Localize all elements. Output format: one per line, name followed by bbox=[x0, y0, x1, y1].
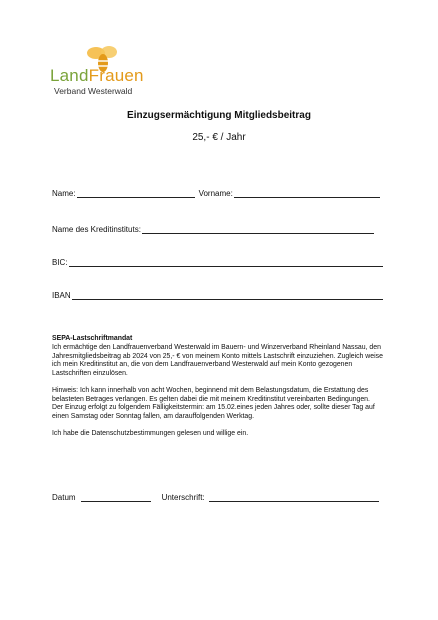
sepa-refund-note: Hinweis: Ich kann innerhalb von acht Wochen, beginnend mit dem Belastungsdatum, die Erstattung des belasteten Betrages verlangen. Es gelten dabei die mit meinem Kreditinstitut vereinbarten Bedingungen. bbox=[52, 386, 370, 403]
bic-row bbox=[52, 257, 383, 267]
name-label: Name: bbox=[52, 189, 76, 198]
datum-label: Datum bbox=[52, 493, 76, 502]
logo-frauen-text: Frauen bbox=[88, 66, 144, 85]
vorname-field[interactable] bbox=[234, 188, 380, 198]
document-title: Einzugsermächtigung Mitgliedsbeitrag bbox=[127, 110, 311, 121]
iban-field[interactable] bbox=[72, 290, 383, 300]
privacy-consent-text: Ich habe die Datenschutzbestimmungen gelesen und willige ein. bbox=[52, 429, 249, 437]
name-row bbox=[52, 188, 380, 198]
bank-field[interactable] bbox=[142, 224, 374, 234]
landfrauen-logo bbox=[50, 44, 160, 100]
bank-row bbox=[52, 224, 374, 234]
signature-field[interactable] bbox=[209, 492, 379, 502]
bank-label: Name des Kreditinstituts: bbox=[52, 225, 141, 234]
vorname-label: Vorname: bbox=[198, 189, 233, 198]
sepa-heading: SEPA-Lastschriftmandat bbox=[52, 335, 133, 342]
signature-row bbox=[52, 492, 379, 502]
logo-wordmark bbox=[50, 66, 144, 86]
sepa-due-date-text: Der Einzug erfolgt zu folgendem Fälligkeitstermin: am 15.02.eines jeden Jahres oder, sollte dieser Tag auf einen Samstag oder Sonntag fallen, am darauffolgenden Werktag. bbox=[52, 404, 375, 421]
bic-field[interactable] bbox=[69, 257, 383, 267]
name-field[interactable] bbox=[77, 188, 195, 198]
logo-land-text: Land bbox=[50, 66, 89, 85]
sepa-mandate bbox=[52, 335, 392, 439]
logo-subtitle: Verband Westerwald bbox=[54, 86, 133, 96]
iban-label: IBAN bbox=[52, 291, 71, 300]
unterschrift-label: Unterschrift: bbox=[161, 493, 205, 502]
iban-row bbox=[52, 290, 383, 300]
sepa-authorization-text: Ich ermächtige den Landfrauenverband Westerwald im Bauern- und Winzerverband Rheinland Nassau, den Jahresmitgliedsbeitrag ab 2024 von 25,- € von meinem Konto mittels Lastschrift einzuziehen. Zugleich weise ich mein Kreditinstitut an, die von dem Landfrauenverband Westerwald auf mein Konto gezogenen Lastschriften einzulösen. bbox=[52, 343, 383, 378]
fee-amount: 25,- € / Jahr bbox=[192, 132, 246, 143]
bic-label: BIC: bbox=[52, 258, 68, 267]
datum-field[interactable] bbox=[81, 492, 151, 502]
